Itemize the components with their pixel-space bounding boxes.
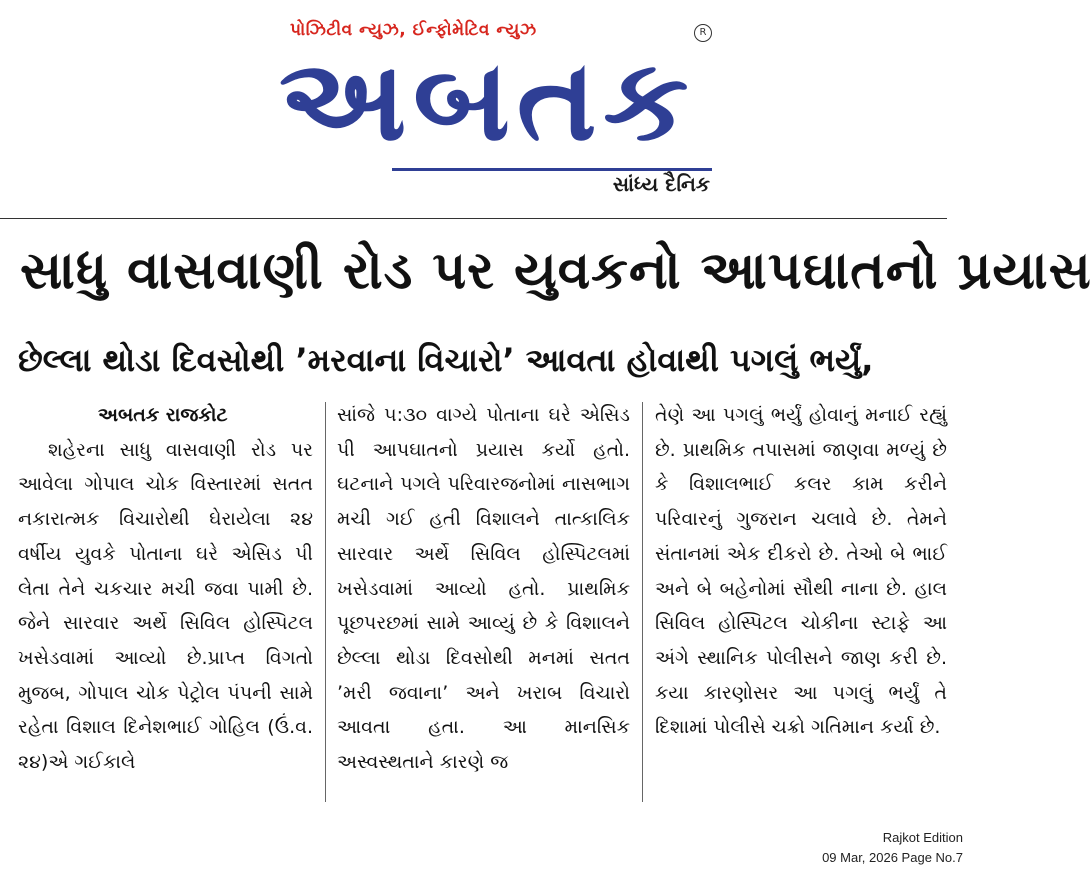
article-column-1 <box>18 398 313 828</box>
masthead <box>0 0 973 220</box>
edition-name: Rajkot Edition <box>882 830 963 845</box>
column-2-text: સાંજે ૫:૩૦ વાગ્યે પોતાના ઘરે એસિડ પી આપઘાતનો પ્રયાસ કર્યો હતો. ઘટનાને પગલે પરિવારજનોમાં નાસભાગ મચી ગઈ હતી વિશાલને તાત્કાલિક સારવાર અર્થે સિવિલ હોસ્પિટલમાં ખસેડવામાં આવ્યો હતો. પ્રાથમિક પૂછપરછમાં સામે આવ્યું છે કે વિશાલને છેલ્લા થોડા દિવસોથી મનમાં સતત ’મરી જવાના’ અને ખરાબ વિચારો આવતા હતા. આ માનસિક અસ્વસ્થતાને કારણે જ <box>337 404 630 774</box>
article-column-2 <box>337 398 630 828</box>
column-1-text: શહેરના સાધુ વાસવાણી રોડ પર આવેલા ગોપાલ ચોક વિસ્તારમાં સતત નકારાત્મક વિચારોથી ઘેરાયેલા ૨૪ વર્ષીય યુવકે પોતાના ઘરે એસિડ પી લેતા તેને ચકચાર મચી જવા પામી છે. જેને સારવાર અર્થે સિવિલ હોસ્પિટલ ખસેડવામાં આવ્યો છે.પ્રાપ્ત વિગતો મુજબ, ગોપાલ ચોક પેટ્રોલ પંપની સામે રહેતા વિશાલ દિનેશભાઈ ગોહિલ (ઉં.વ. ૨૪)એ ગઈકાલે <box>18 438 313 774</box>
masthead-subtitle: સાંધ્ય દૈનિક <box>612 172 710 196</box>
masthead-divider <box>0 218 947 219</box>
column-divider <box>325 402 326 802</box>
article-column-3 <box>655 398 947 828</box>
article-headline: સાધુ વાસવાણી રોડ પર યુવકનો આપઘાતનો પ્રયાસ <box>20 241 1092 301</box>
article-subheadline: છેલ્લા થોડા દિવસોથી ’મરવાના વિચારો’ આવતા હોવાથી પગલું ભર્યું, <box>18 341 874 379</box>
edition-date-page: 09 Mar, 2026 Page No.7 <box>822 850 963 865</box>
logo-underline <box>392 168 712 171</box>
masthead-tagline: પોઝિટીવ ન્યુઝ, ઈન્ફોમેટિવ ન્યુઝ <box>290 20 537 40</box>
column-3-text: તેણે આ પગલું ભર્યું હોવાનું મનાઈ રહ્યું છે. પ્રાથમિક તપાસમાં જાણવા મળ્યું છે કે વિશાલભાઈ કલર કામ કરીને પરિવારનું ગુજરાન ચલાવે છે. તેમને સંતાનમાં એક દીકરો છે. તેઓ બે ભાઈ અને બે બહેનોમાં સૌથી નાના છે. હાલ સિવિલ હોસ્પિટલ ચોકીના સ્ટાફે આ અંગે સ્થાનિક પોલીસને જાણ કરી છે. કયા કારણોસર આ પગલું ભર્યું તે દિશામાં પોલીસે ચક્રો ગતિમાન કર્યા છે. <box>655 404 947 739</box>
registered-mark: R <box>694 24 712 42</box>
article-dateline: અબતક રાજકોટ <box>98 404 228 426</box>
newspaper-logo: અબતક <box>278 36 696 166</box>
column-divider <box>642 402 643 802</box>
edition-info <box>763 828 963 868</box>
